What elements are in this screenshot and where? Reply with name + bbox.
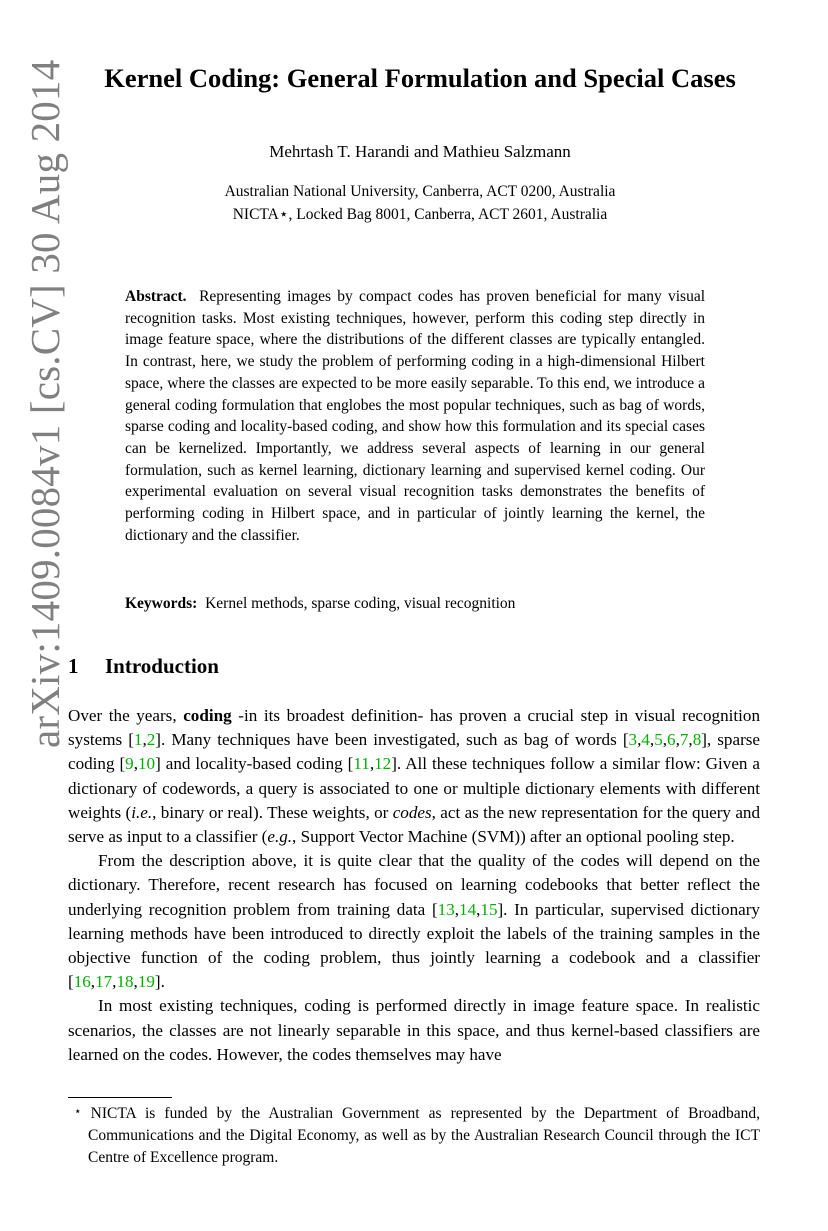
paragraph-1 [68,704,760,849]
citation-link[interactable]: 14 [459,899,477,919]
citation-link[interactable]: 12 [374,754,392,774]
footnote-rule [68,1097,172,1098]
affiliation-nicta: NICTA⋆, Locked Bag 8001, Canberra, ACT 2601, Australia [232,206,608,223]
text-run: , [476,899,481,919]
italic-ie: i.e. [131,802,153,822]
keywords-label: Keywords: [125,595,198,612]
citation-link[interactable]: 11 [353,754,370,774]
section-title: Introduction [105,654,219,678]
text-run: ], sparse coding [ [68,730,761,774]
text-run: -in its broadest definition- has proven a crucial step in visual recognition systems [ [68,706,760,750]
text-run: , [369,754,375,774]
text-run: , [142,730,147,750]
text-run: , [649,730,655,750]
body-text [68,704,760,1067]
citation-link[interactable]: 6 [667,730,676,750]
emphasis-coding: coding [183,706,232,725]
footnote-marker: ⋆ [74,1104,82,1118]
citation-link[interactable]: 17 [95,972,113,992]
text-run: , [133,972,138,992]
citation-link[interactable]: 8 [692,730,702,750]
paper-title: Kernel Coding: General Formulation and Special Cases [104,63,736,93]
citation-link[interactable]: 9 [125,754,134,774]
citation-link[interactable]: 1 [133,730,143,750]
author-list: Mehrtash T. Harandi and Mathieu Salzmann [269,142,571,161]
citation-link[interactable]: 15 [480,899,498,919]
text-run: , act as the new representation for the query and serve as input to a classifier ( [68,802,760,847]
footnote-text: NICTA is funded by the Australian Government as represented by the Department of Broadband, Communications and the Digital Economy, as well as by the Australian Research Council through the ICT Centre of Excellence program. [88,1105,761,1166]
text-run: , Support Vector Machine (SVM)) after an optional pooling step. [292,827,735,847]
section-heading [68,654,219,679]
footnote [68,1101,760,1168]
paragraph-2 [68,849,760,994]
citation-link[interactable]: 7 [679,730,689,750]
text-run: , [112,972,117,992]
text-run: ]. [154,972,165,992]
text-run: ]. All these techniques follow a similar flow: Given a dictionary of codewords, a query is associated to one or multiple dictionary elements with different weights ( [68,754,760,822]
text-run: , binary or real). These weights, or [152,802,393,822]
italic-codes: codes [392,802,432,822]
text-run: , [688,730,693,750]
citation-link[interactable]: 10 [138,754,156,774]
citation-link[interactable]: 3 [628,730,638,750]
affiliation-anu: Australian National University, Canberra, ACT 0200, Australia [224,183,616,200]
text-run: ] and locality-based coding [ [155,754,354,774]
text-run: , [90,972,96,992]
text-run: , [133,754,138,774]
italic-eg: e.g. [267,827,293,847]
text-run: Over the years, [68,706,184,725]
text-run: , [662,730,668,750]
text-run: , [454,899,460,919]
citation-link[interactable]: 5 [654,730,663,750]
abstract-text: Representing images by compact codes has proven beneficial for many visual recognition tasks. Most existing techniques, however, perform this coding step directly in image feature space, where the distributions of the different classes are typically entangled. In contrast, here, we study the problem of performing coding in a high-dimensional Hilbert space, where the classes are expected to be more easily separable. To this end, we introduce a general coding formulation that englobes the most popular techniques, such as bag of words, sparse coding and locality-based coding, and show how this formulation and its special cases can be kernelized. Importantly, we address several aspects of learning in our general formulation, such as kernel learning, dictionary learning and supervised kernel coding. Our experimental evaluation on several visual recognition tasks demonstrates the benefits of performing coding in Hilbert space, and in particular of jointly learning the kernel, the dictionary and the classifier. [125,288,706,544]
abstract-label: Abstract. [125,288,187,305]
citation-link[interactable]: 13 [437,899,455,919]
text-run: From the description above, it is quite clear that the quality of the codes will depend on the dictionary. Therefore, recent research has focused on learning codebooks that better reflect the underlying recognition problem from training data [ [68,851,760,919]
text-run: , [637,730,642,750]
citation-link[interactable]: 4 [641,730,650,750]
citation-link[interactable]: 2 [146,730,156,750]
paragraph-3: In most existing techniques, coding is performed directly in image feature space. In realistic scenarios, the classes are not linearly separable in this space, and thus kernel-based classifiers are learned on the codes. However, the codes themselves may have [68,996,760,1064]
arxiv-identifier: arXiv:1409.0084v1 [cs.CV] 30 Aug 2014 [22,59,68,748]
text-run: , [675,730,680,750]
citation-link[interactable]: 16 [73,972,91,992]
citation-link[interactable]: 19 [137,972,155,992]
text-run: ]. Many techniques have been investigated, such as bag of words [ [155,730,629,750]
citation-link[interactable]: 18 [116,972,134,992]
keywords-text: Kernel methods, sparse coding, visual recognition [205,595,516,612]
abstract [125,286,705,546]
keywords [125,593,715,614]
section-number: 1 [68,654,79,678]
text-run: ]. In particular, supervised dictionary learning methods have been introduced to directly exploit the labels of the training samples in the objective function of the coding problem, thus jointly learning a codebook and a classifier [ [68,899,760,992]
